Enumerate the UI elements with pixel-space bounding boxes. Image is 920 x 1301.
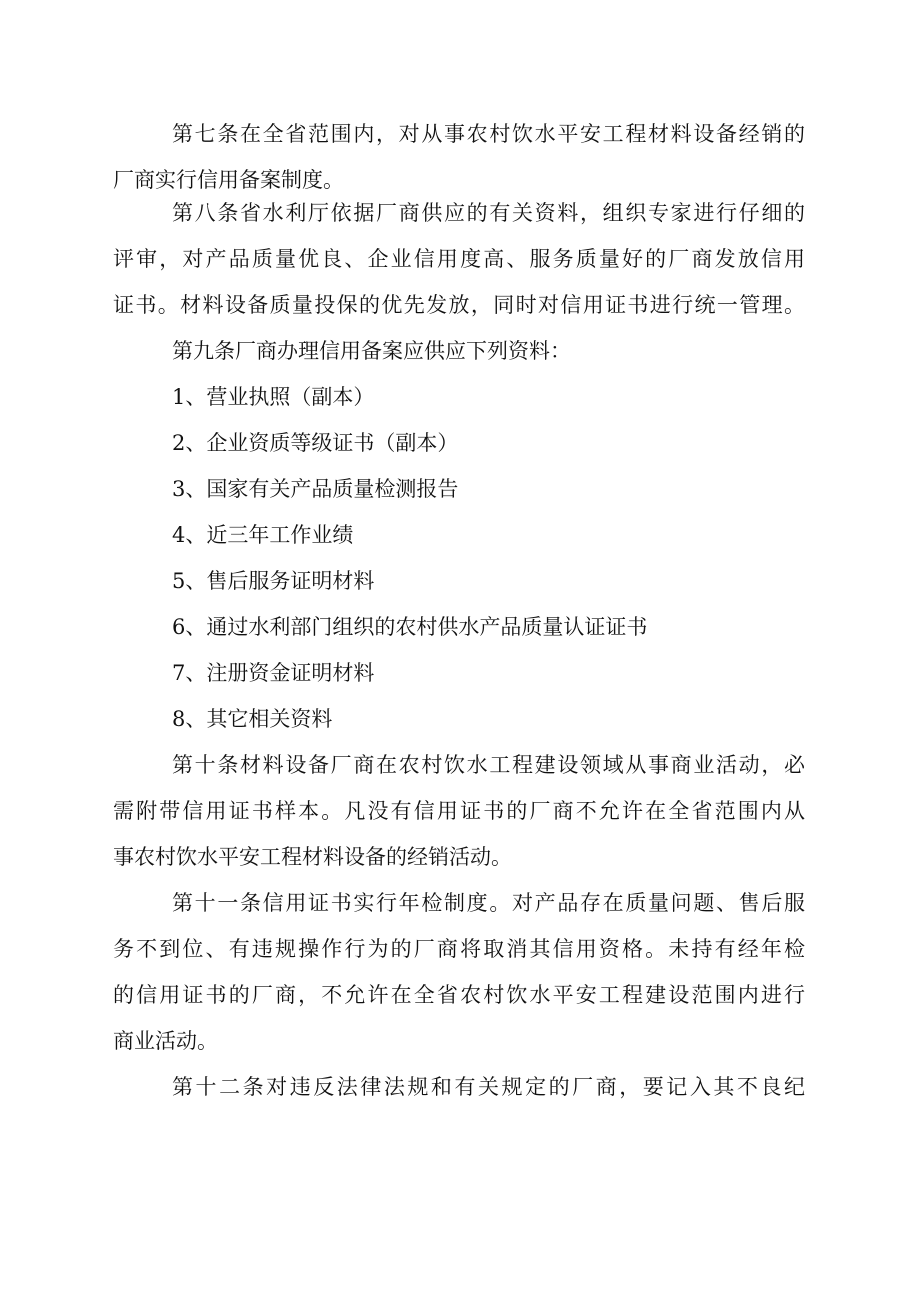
article-11-line-4: 商业活动。: [113, 1029, 218, 1053]
article-12-line-1: 第十二条对违反法律法规和有关规定的厂商，要记入其不良纪: [172, 1075, 805, 1099]
article-8-line-1: 第八条省水利厅依据厂商供应的有关资料，组织专家进行仔细的: [172, 201, 805, 225]
article-7-line-2: 厂商实行信用备案制度。: [113, 168, 344, 192]
list-item: 1、营业执照（副本）: [172, 385, 375, 409]
article-11-line-1: 第十一条信用证书实行年检制度。对产品存在质量问题、售后服: [172, 891, 805, 915]
article-8-line-2: 评审，对产品质量优良、企业信用度高、服务质量好的厂商发放信用: [113, 247, 805, 271]
article-7-line-1: 第七条在全省范围内，对从事农村饮水平安工程材料设备经销的: [172, 122, 805, 146]
list-item: 5、售后服务证明材料: [172, 569, 375, 593]
article-11-line-2: 务不到位、有违规操作行为的厂商将取消其信用资格。未持有经年检: [113, 937, 805, 961]
list-item: 4、近三年工作业绩: [172, 523, 354, 547]
list-item: 6、通过水利部门组织的农村供水产品质量认证证书: [172, 615, 648, 639]
article-11-line-3: 的信用证书的厂商，不允许在全省农村饮水平安工程建设范围内进行: [113, 983, 805, 1007]
article-9-intro: 第九条厂商办理信用备案应供应下列资料：: [172, 339, 571, 363]
article-10-line-1: 第十条材料设备厂商在农村饮水工程建设领域从事商业活动，必: [172, 753, 805, 777]
list-item: 8、其它相关资料: [172, 707, 333, 731]
list-item: 2、企业资质等级证书（副本）: [172, 431, 459, 455]
article-10-line-2: 需附带信用证书样本。凡没有信用证书的厂商不允许在全省范围内从: [113, 799, 805, 823]
list-item: 7、注册资金证明材料: [172, 661, 375, 685]
list-item: 3、国家有关产品质量检测报告: [172, 477, 459, 501]
article-10-line-3: 事农村饮水平安工程材料设备的经销活动。: [113, 845, 512, 869]
article-8-line-3: 证书。材料设备质量投保的优先发放，同时对信用证书进行统一管理。: [113, 293, 805, 317]
